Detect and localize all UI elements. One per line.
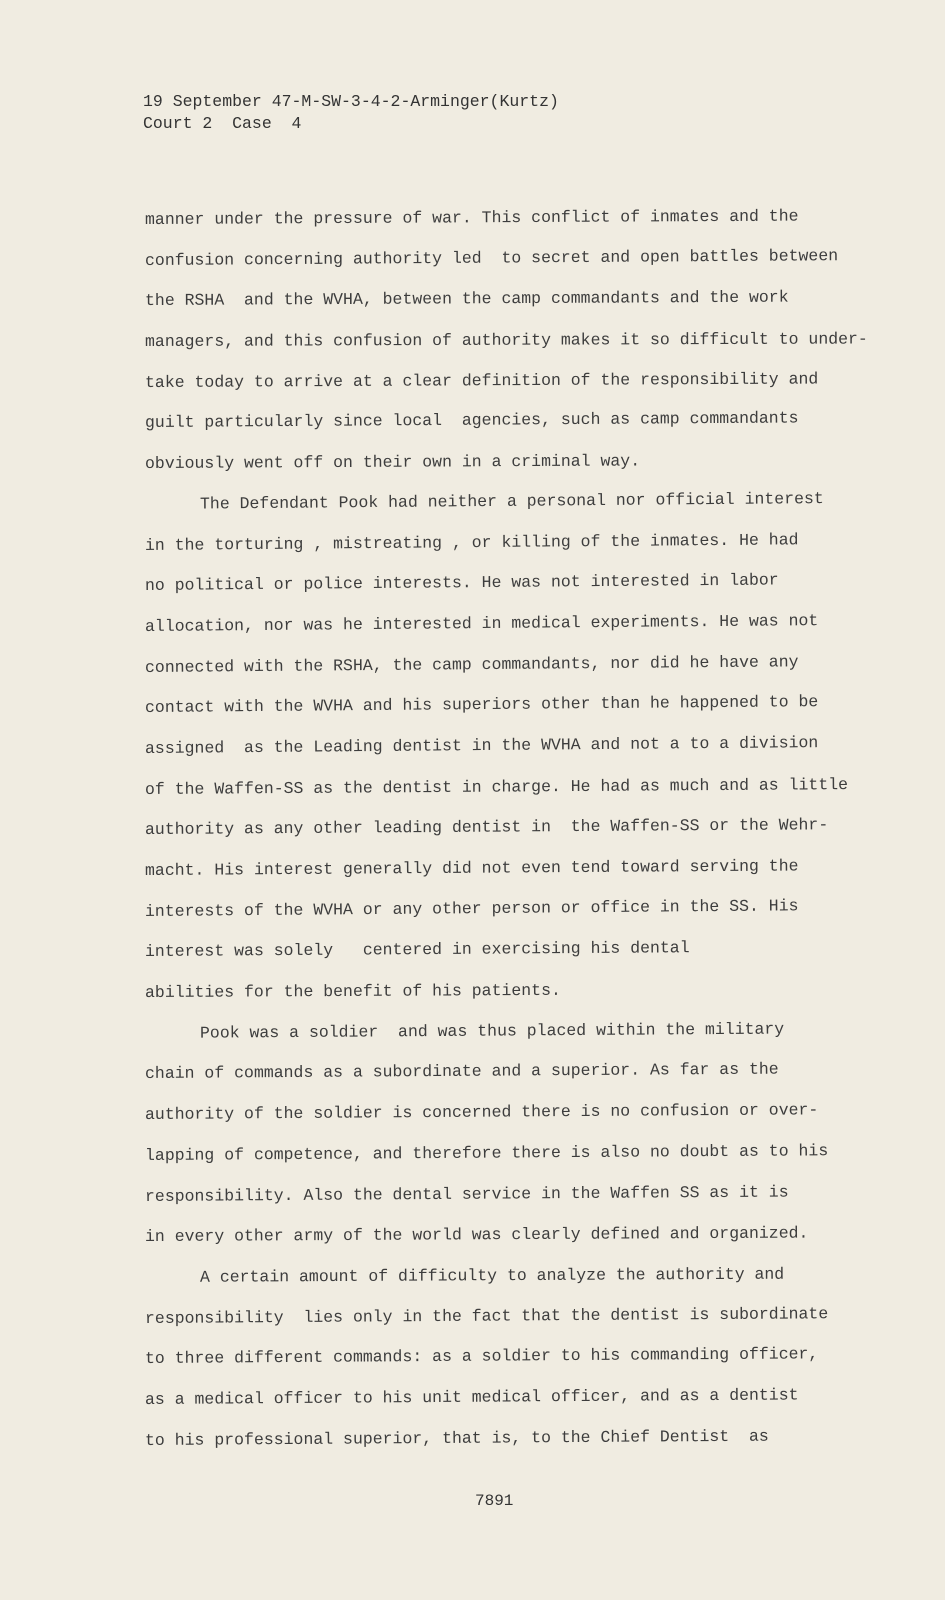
text-line: to his professional superior, that is, to the Chief Dentist as xyxy=(144,1426,769,1450)
text-line: macht. His interest generally did not even tend toward serving the xyxy=(144,856,799,880)
text-line: manner under the pressure of war. This conflict of inmates and the xyxy=(144,206,799,229)
text-line: obviously went off on their own in a criminal way. xyxy=(144,451,641,474)
text-line: contact with the WVHA and his superiors other than he happened to be xyxy=(144,692,819,718)
text-line: interest was solely centered in exercising his dental xyxy=(144,938,690,962)
document-header-date-ref: 19 September 47-M-SW-3-4-2-Arminger(Kurtz) xyxy=(143,92,559,111)
text-line: interests of the WVHA or any other person or office in the SS. His xyxy=(144,895,799,921)
text-line: in every other army of the world was clearly defined and organized. xyxy=(144,1223,809,1247)
text-line: The Defendant Pook had neither a personal nor official interest xyxy=(199,488,824,514)
text-line: managers, and this confusion of authority makes it so difficult to under- xyxy=(144,329,868,352)
text-line: in the torturing , mistreating , or killing of the inmates. He had xyxy=(144,529,799,555)
text-line: A certain amount of difficulty to analyze the authority and xyxy=(199,1264,785,1287)
text-line: connected with the RSHA, the camp commandants, nor did he have any xyxy=(144,651,799,677)
text-line: allocation, nor was he interested in medical experiments. He was not xyxy=(144,610,819,636)
text-line: authority of the soldier is concerned there is no confusion or over- xyxy=(144,1100,819,1125)
text-line: take today to arrive at a clear definition of the responsibility and xyxy=(144,369,819,392)
text-line: no political or police interests. He was not interested in labor xyxy=(144,570,779,596)
text-line: authority as any other leading dentist in the Waffen-SS or the Wehr- xyxy=(144,815,829,840)
text-line: responsibility lies only in the fact that the dentist is subordinate xyxy=(144,1303,829,1328)
text-line: to three different commands: as a soldier to his commanding officer, xyxy=(144,1344,819,1369)
text-line: guilt particularly since local agencies, such as camp commandants xyxy=(144,408,799,433)
text-line: assigned as the Leading dentist in the WVHA and not a to a division xyxy=(144,733,819,758)
text-line: as a medical officer to his unit medical officer, and as a dentist xyxy=(144,1385,799,1409)
text-line: lapping of competence, and therefore there is also no doubt as to his xyxy=(144,1141,829,1165)
text-line: abilities for the benefit of his patients. xyxy=(144,980,561,1003)
document-header-court-case: Court 2 Case 4 xyxy=(143,114,302,133)
text-line: responsibility. Also the dental service in the Waffen SS as it is xyxy=(144,1182,789,1206)
text-line: the RSHA and the WVHA, between the camp commandants and the work xyxy=(144,288,789,311)
text-line: chain of commands as a subordinate and a superior. As far as the xyxy=(144,1060,779,1084)
page-number: 7891 xyxy=(475,1492,514,1510)
text-line: of the Waffen-SS as the dentist in charge. He had as much and as little xyxy=(144,774,849,799)
document-body xyxy=(145,200,905,1461)
text-line: Pook was a soldier and was thus placed within the military xyxy=(199,1019,785,1043)
text-line: confusion concerning authority led to secret and open battles between xyxy=(144,245,839,270)
